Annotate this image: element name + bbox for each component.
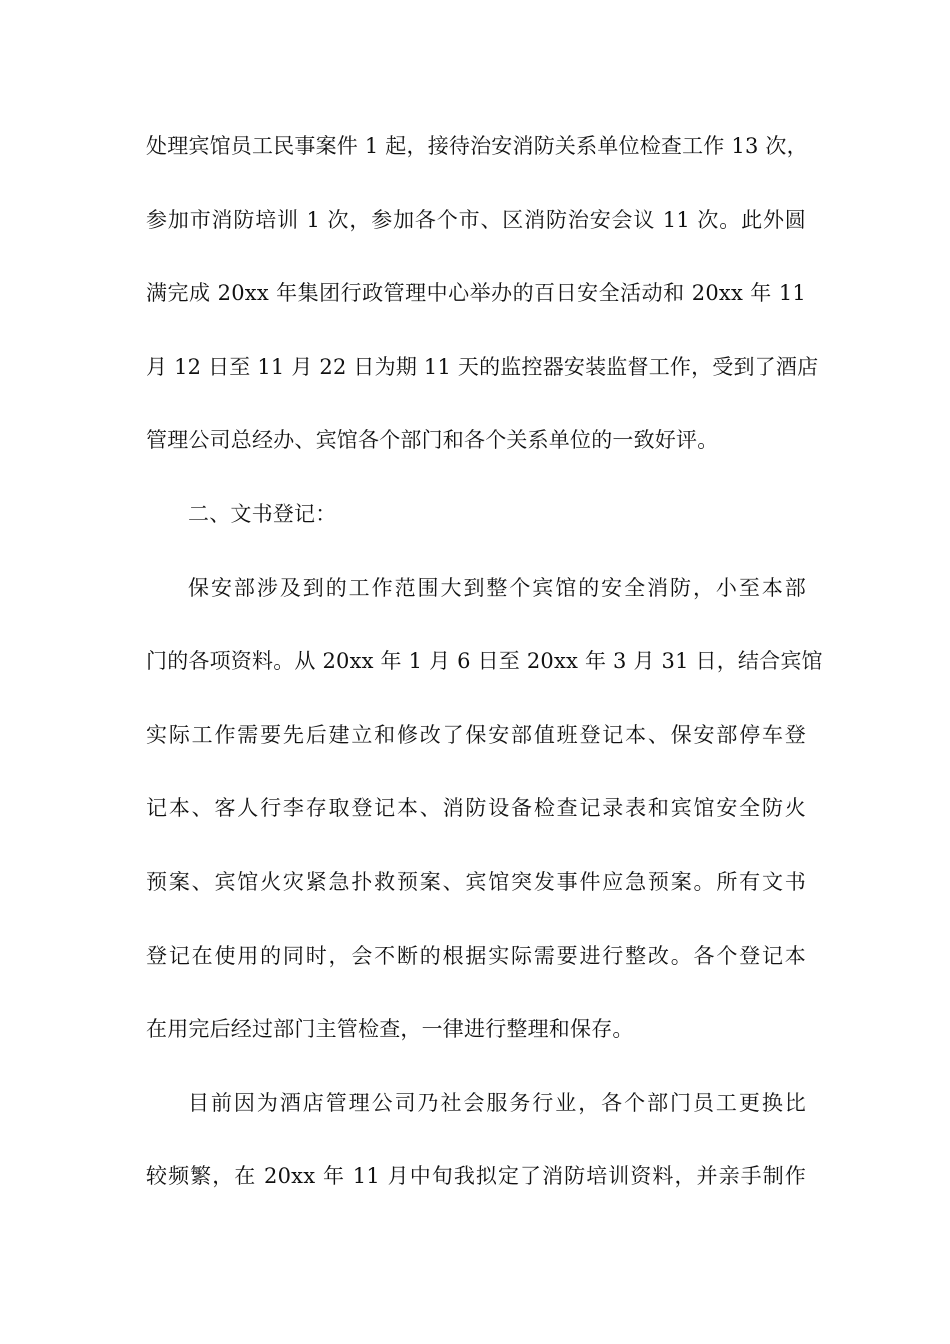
text-line: 保安部涉及到的工作范围大到整个宾馆的安全消防，小至本部: [188, 575, 806, 600]
document-body: [146, 128, 823, 1232]
text-line: 预案、宾馆火灾紧急扑救预案、宾馆突发事件应急预案。所有文书: [146, 869, 806, 894]
text-line: 在用完后经过部门主管检查，一律进行整理和保存。: [146, 1017, 634, 1042]
text-line: 目前因为酒店管理公司乃社会服务行业，各个部门员工更换比: [188, 1090, 806, 1115]
text-line: 登记在使用的同时，会不断的根据实际需要进行整改。各个登记本: [146, 943, 806, 968]
text-line: 参加市消防培训 1 次，参加各个市、区消防治安会议 11 次。此外圆: [146, 207, 806, 232]
text-line: 实际工作需要先后建立和修改了保安部值班登记本、保安部停车登: [146, 722, 806, 747]
text-line: 门的各项资料。从 20xx 年 1 月 6 日至 20xx 年 3 月 31 日，结合宾馆: [146, 649, 823, 674]
text-line: 较频繁，在 20xx 年 11 月中旬我拟定了消防培训资料，并亲手制作: [146, 1164, 806, 1189]
text-line: 处理宾馆员工民事案件 1 起，接待治安消防关系单位检查工作 13 次，: [146, 134, 808, 158]
text-line: 管理公司总经办、宾馆各个部门和各个关系单位的一致好评。: [146, 428, 719, 453]
text-line: 满完成 20xx 年集团行政管理中心举办的百日安全活动和 20xx 年 11: [146, 281, 806, 306]
text-line: 月 12 日至 11 月 22 日为期 11 天的监控器安装监督工作，受到了酒店: [146, 354, 819, 379]
section-heading: 二、文书登记：: [188, 501, 337, 526]
text-line: 记本、客人行李存取登记本、消防设备检查记录表和宾馆安全防火: [146, 796, 806, 821]
